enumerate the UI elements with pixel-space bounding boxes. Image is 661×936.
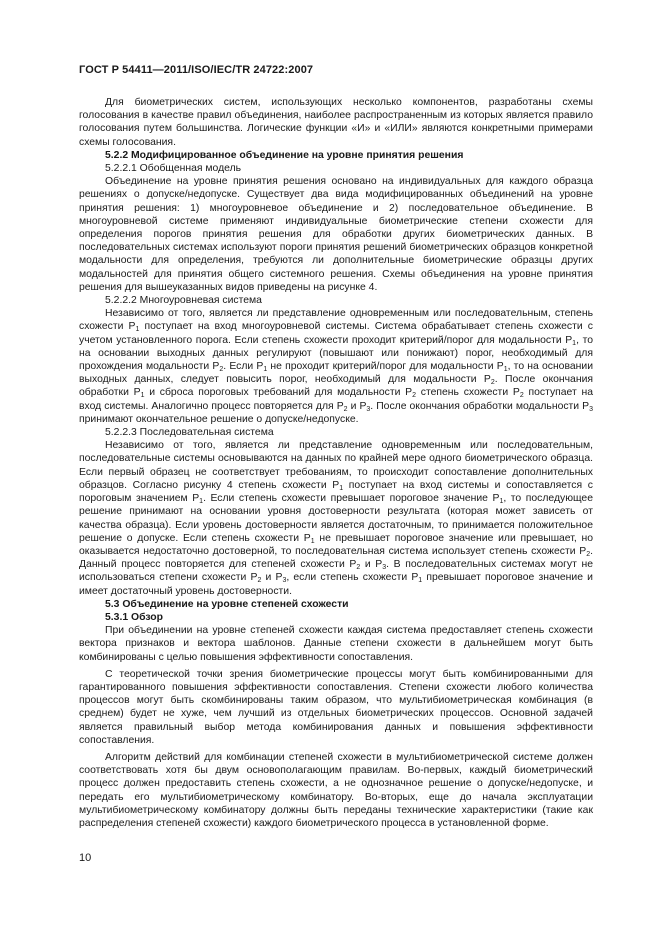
document-header: ГОСТ Р 54411—2011/ISO/IEC/TR 24722:2007 xyxy=(79,64,314,76)
subsection-heading-5-2-2-1: 5.2.2.1 Обобщенная модель xyxy=(105,163,242,175)
section-heading-5-3: 5.3 Объединение на уровне степеней схожести xyxy=(105,598,349,610)
intro-paragraph: Для биометрических систем, использующих несколько компонентов, разработаны схемы голосования в качестве правил объединения, наиболее распространенным из которых является правило голосования путем большинства. Логические функции «И» и «ИЛИ» являются конкретными примерами схемы голосования. xyxy=(79,97,593,148)
subsection-heading-5-2-2-2: 5.2.2.2 Многоуровневая система xyxy=(105,295,262,307)
paragraph-multilevel-system: Независимо от того, является ли представление одновременным или последовательным, степень схожести $P_1$ поступает на вход многоуровневой системы. Система обрабатывает степень схожести с учетом установленного порога. Если степень схожести проходит критерий/порог для модальности $P_1$, то на основании выходных данных регулируют (повышают или понижают) порог, необходимый для прохождения модальности $P_2$. Если $P_1$ не проходит критерий/порог для модальности $P_1$, то на основании выходных данных, следует повысить порог, необходимый для модальности $P_2$. После окончания обработки $P_1$ и сброса пороговых требований для модальности $P_2$ степень схожести $P_2$ поступает на вход системы. Аналогично процесс повторяется для $P_2$ и $P_3$. После окончания обработки модальности $P_3$ принимают окончательное решение о допуске/недопуске. xyxy=(79,308,594,425)
paragraph-overview-1: При объединении на уровне степеней схожести каждая система предоставляет степень схожести вектора признаков и вектора шаблонов. Данные степени схожести в дальнейшем могут быть комбинированы с целью повышения эффективности сопоставления. xyxy=(79,625,593,663)
page-body xyxy=(79,96,593,830)
section-heading-5-2-2: 5.2.2 Модифицированное объединение на уровне принятия решения xyxy=(105,149,464,161)
subsection-heading-5-2-2-3: 5.2.2.3 Последовательная система xyxy=(105,427,274,439)
page-number: 10 xyxy=(79,852,92,864)
paragraph-overview-2: С теоретической точки зрения биометрические процессы могут быть комбинированными для гарантированного повышения эффективности сопоставления. Степени схожести любого количества процессов могут быть скомбинированы таким образом, что мультибиометрическая комбинация (в среднем) будет не хуже, чем лучший из отдельных биометрических процессов. Основной задачей является правильный выбор метода комбинирования данных и повышения эффективности сопоставления. xyxy=(79,668,593,746)
paragraph-overview-3: Алгоритм действий для комбинации степеней схожести в мультибиометрической системе должен соответствовать хотя бы двум основополагающим правилам. Во-первых, каждый биометрический процесс должен предоставить степень схожести, а не однозначное решение о допуске/недопуске, и передать его мультибиометрическому комбинатору. Во-вторых, еще до начала эксплуатации мультибиометрическому комбинатору должны быть переданы технические характеристики (такие как распределения степеней схожести) каждого биометрического процесса в установленной форме. xyxy=(79,751,593,829)
subsection-heading-5-3-1: 5.3.1 Обзор xyxy=(105,611,163,623)
paragraph-generalized-model: Объединение на уровне принятия решения основано на индивидуальных для каждого образца решениях о допуске/недопуске. Существует два вида модифицированных объединений на уровне принятия решения: 1) многоуровневое объединение и 2) последовательное объединение. В многоуровневой системе применяют индивидуальные биометрические степени схожести для определения порогов принятия решения для обработки других биометрических данных. В последовательных системах используют пороги принятия решений биометрических образцов конкретной модальности для определения, требуются ли дополнительные биометрические образцы других модальностей для принятия общего системного решения. Схемы объединения на уровне принятия решения для вышеуказанных видов приведены на рисунке 4. xyxy=(79,176,593,293)
paragraph-sequential-system: Независимо от того, является ли представление одновременным или последовательным, последовательные системы основываются на данных по крайней мере одного биометрического образца. Если первый образец не соответствует требованиям, то происходит сопоставление дополнительных образцов. Согласно рисунку 4 степень схожести $P_1$ поступает на вход системы и сопоставляется с пороговым значением $P_1$. Если степень схожести превышает пороговое значение $P_1$, то последующее решение принимают на основании уровня достоверности результата (которая может зависеть от качества образца). Если уровень достоверности является достаточным, то принимается положительное решение о допуске. Если степень схожести $P_1$ не превышает пороговое значение или превышает, но оказывается недостаточно достоверной, то последовательная система использует степень схожести $P_2$. Данный процесс повторяется для степеней схожести $P_2$ и $P_3$. В последовательных системах могут не использоваться степени схожести $P_2$ и $P_3$, если степень схожести $P_1$ превышает пороговое значение и имеет достаточный уровень достоверности. xyxy=(79,440,594,597)
